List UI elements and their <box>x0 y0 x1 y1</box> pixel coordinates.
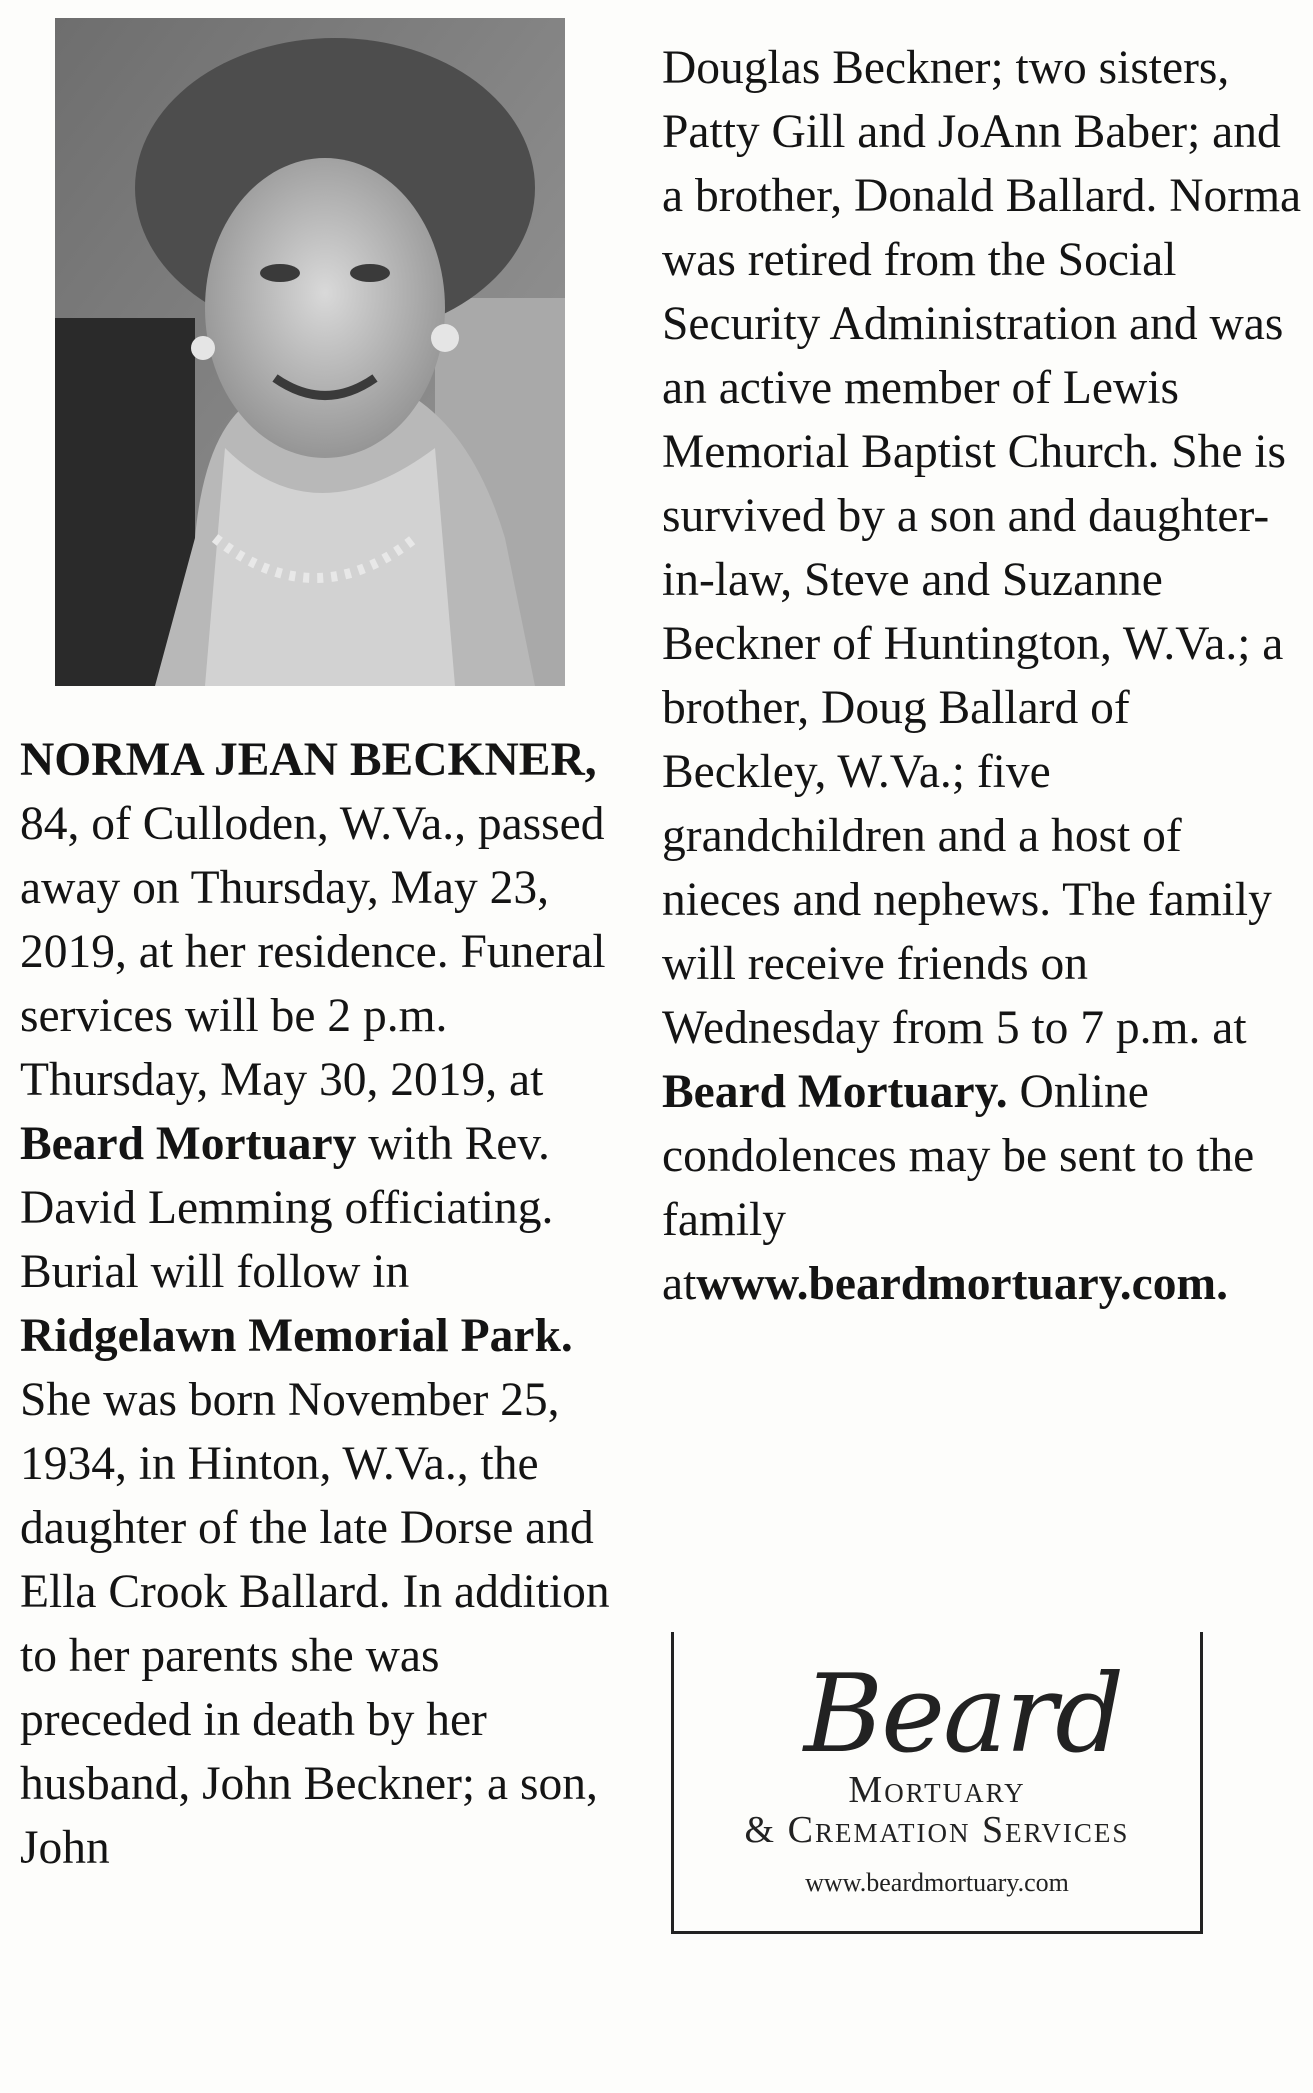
obituary-text: Online condolences may be sent to the family at <box>662 1066 1255 1310</box>
funeral-home-name: Beard Mortuary. <box>662 1066 1008 1118</box>
obituary-text: with Rev. David Lemming officiating. Burial will follow in <box>20 1118 554 1298</box>
mortuary-url: www.beardmortuary.com <box>805 1868 1069 1897</box>
obituary-text: Douglas Beckner; two sisters, Patty Gill and JoAnn Baber; and a brother, Donald Ballard. Norma was retired from the Social Security Administration and was an active member of Lewis Memorial Baptist Church. She is survived by a son and daughter-in-law, Steve and Suzanne Beckner of Huntington, W.Va.; a brother, Doug Ballard of Beckley, W.Va.; five grandchildren and a host of nieces and nephews. The family will receive friends on Wednesday from 5 to 7 p.m. at <box>662 42 1302 1054</box>
cemetery-name: Ridgelawn Memorial Park. <box>20 1310 573 1362</box>
decedent-name: NORMA JEAN BECKNER, <box>20 734 597 786</box>
obituary-column-right <box>662 36 1302 1316</box>
mortuary-advertisement <box>671 1632 1203 1934</box>
mortuary-logo-line2: & Cremation Services <box>744 1809 1130 1851</box>
obituary-paragraph-left <box>20 728 620 1880</box>
mortuary-logo-script: Beard <box>803 1652 1123 1777</box>
obituary-text: 84, of Culloden, W.Va., passed away on Thursday, May 23, 2019, at her residence. Funeral services will be 2 p.m. Thursday, May 30, 2019, at <box>20 798 606 1106</box>
funeral-home-name: Beard Mortuary <box>20 1118 357 1170</box>
obituary-column-left <box>20 728 620 1880</box>
obituary-text: She was born November 25, 1934, in Hinton, W.Va., the daughter of the late Dorse and Ella Crook Ballard. In addition to her parents she was preceded in death by her husband, John Beckner; a son, John <box>20 1374 610 1874</box>
mortuary-logo-line1: Mortuary <box>848 1769 1026 1811</box>
website-link: www.beardmortuary.com. <box>696 1258 1228 1310</box>
portrait-photo <box>55 18 565 686</box>
portrait-photo-icon <box>55 18 565 686</box>
obituary-paragraph-right <box>662 36 1302 1316</box>
